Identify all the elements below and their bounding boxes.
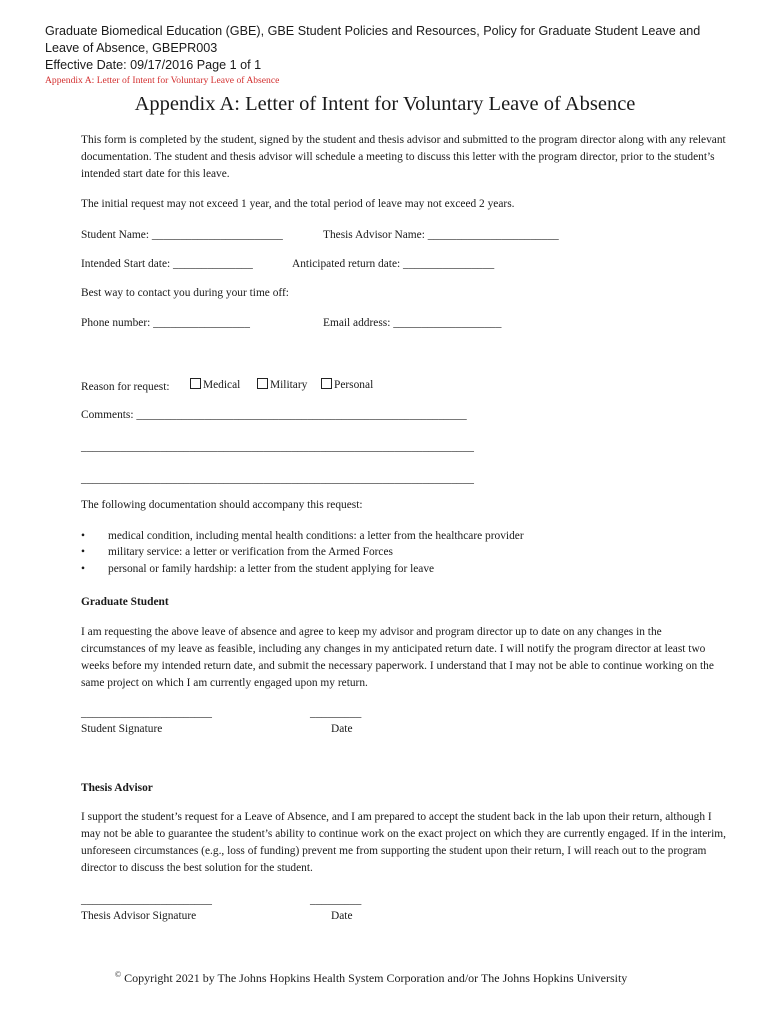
header-effective-date: Effective Date: 09/17/2016 Page 1 of 1 <box>45 58 262 72</box>
header-red-subtitle: Appendix A: Letter of Intent for Voluntary Leave of Absence <box>45 75 280 86</box>
comments-line-2[interactable]: _____________________________________________________________________ <box>81 441 474 453</box>
student-date-line[interactable]: _________ <box>310 707 362 719</box>
advisor-signature-label: Thesis Advisor Signature <box>81 910 197 922</box>
advisor-statement: I support the student’s request for a Leave of Absence, and I am prepared to accept the student back in the lab upon their return, although I may not be able to guarantee the student’s ability to continue work on the exact project on which they are currently engaged. If in the interim, unforeseen circumstances (e.g., loss of funding) prevent me from supporting the student upon their return, I will reach out to the program director to discuss the best solution for the student. <box>81 811 726 874</box>
documentation-intro: The following documentation should accompany this request: <box>81 499 363 511</box>
medical-option-label: Medical <box>203 379 241 391</box>
intro-paragraph: This form is completed by the student, signed by the student and thesis advisor and submitted to the program director along with any relevant documentation. The student and thesis advisor will schedule a meeting to discuss this letter with the program director, prior to the student’s intended start date for this leave. <box>81 134 726 180</box>
copyright-footer <box>115 966 627 987</box>
advisor-date-label: Date <box>331 910 353 922</box>
email-field[interactable]: Email address: ___________________ <box>323 317 502 329</box>
graduate-student-heading: Graduate Student <box>81 596 169 608</box>
contact-prompt: Best way to contact you during your time off: <box>81 287 289 299</box>
checkbox-icon[interactable] <box>257 378 268 389</box>
bullet-icon: • <box>81 530 85 542</box>
advisor-name-field[interactable]: Thesis Advisor Name: _______________________ <box>323 229 559 241</box>
student-statement: I am requesting the above leave of absence and agree to keep my advisor and program director up to date on any changes in the circumstances of my leave as feasible, including any changes in my anticipated return date. I will notify the program director at least two weeks before my intended return date, and submit the necessary paperwork. I understand that I may not be able to continue working on the same project on which I am currently engaged upon my return. <box>81 626 714 689</box>
advisor-signature-line[interactable]: _______________________ <box>81 894 212 906</box>
comments-line-1[interactable]: Comments: __________________________________________________________ <box>81 409 467 421</box>
medical-checkbox-option[interactable] <box>190 377 240 394</box>
student-name-field[interactable]: Student Name: _______________________ <box>81 229 283 241</box>
checkbox-icon[interactable] <box>190 378 201 389</box>
advisor-date-line[interactable]: _________ <box>310 894 362 906</box>
student-signature-label: Student Signature <box>81 723 163 735</box>
return-date-field[interactable]: Anticipated return date: ________________ <box>292 258 495 270</box>
bullet-icon: • <box>81 563 85 575</box>
checkbox-icon[interactable] <box>321 378 332 389</box>
thesis-advisor-heading: Thesis Advisor <box>81 782 153 794</box>
personal-option-label: Personal <box>334 379 374 391</box>
doc-item-personal: personal or family hardship: a letter from the student applying for leave <box>108 563 435 575</box>
copyright-text: Copyright 2021 by The Johns Hopkins Health System Corporation and/or The Johns Hopkins University <box>124 971 628 985</box>
comments-line-3[interactable]: _____________________________________________________________________ <box>81 473 474 485</box>
doc-item-military: military service: a letter or verification from the Armed Forces <box>108 546 393 558</box>
military-checkbox-option[interactable] <box>257 377 307 394</box>
start-date-field[interactable]: Intended Start date: ______________ <box>81 258 253 270</box>
student-signature-line[interactable]: _______________________ <box>81 707 212 719</box>
page-title: Appendix A: Letter of Intent for Voluntary Leave of Absence <box>134 93 636 115</box>
leave-limit-text: The initial request may not exceed 1 year, and the total period of leave may not exceed 2 years. <box>81 198 515 210</box>
student-date-label: Date <box>331 723 353 735</box>
header-policy-line-1: Graduate Biomedical Education (GBE), GBE Student Policies and Resources, Policy for Graduate Student Leave and <box>45 24 701 38</box>
bullet-icon: • <box>81 546 85 558</box>
doc-item-medical: medical condition, including mental health conditions: a letter from the healthcare provider <box>108 530 524 542</box>
copyright-symbol: © <box>115 970 122 979</box>
military-option-label: Military <box>270 379 308 391</box>
header-policy-line-2: Leave of Absence, GBEPR003 <box>45 41 218 55</box>
phone-field[interactable]: Phone number: _________________ <box>81 317 250 329</box>
personal-checkbox-option[interactable] <box>321 377 373 394</box>
reason-label: Reason for request: <box>81 381 170 393</box>
